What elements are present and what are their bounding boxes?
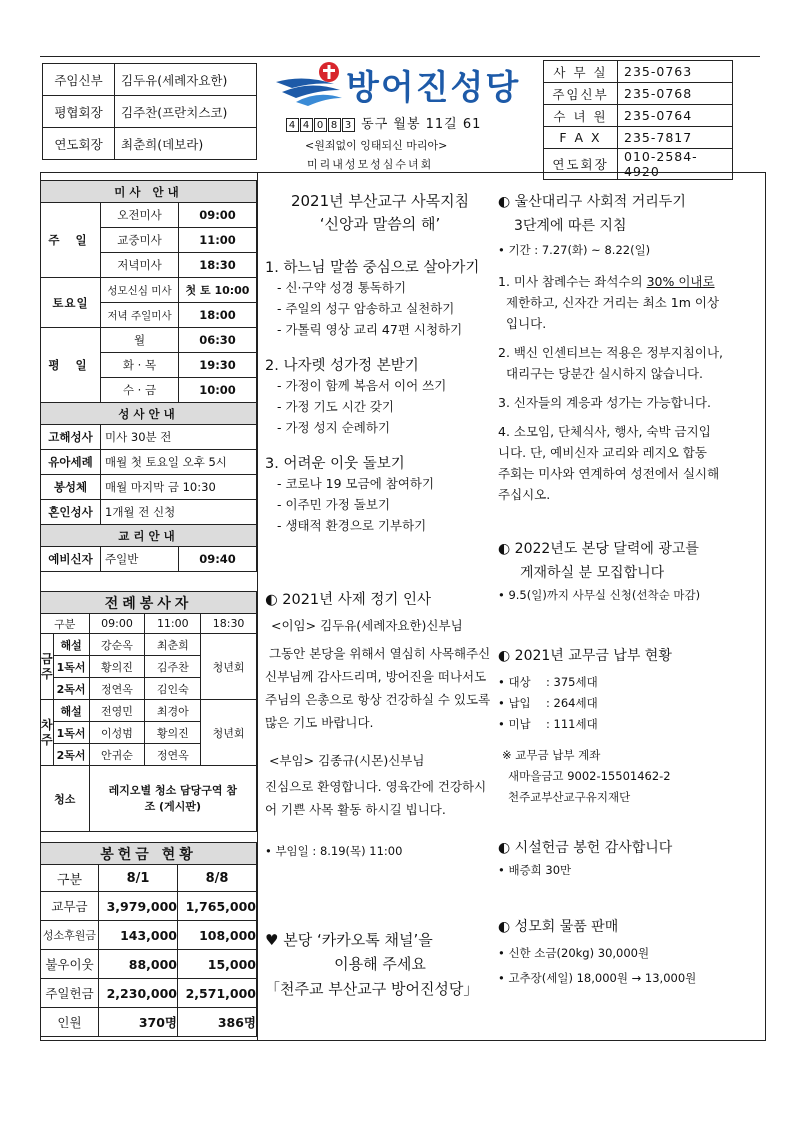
- clergy-key: 평협회장: [43, 96, 115, 128]
- liturgy-role: 1독서: [53, 656, 89, 678]
- liturgy-person: 황의진: [89, 656, 145, 678]
- mass-time: 09:00: [179, 203, 257, 228]
- top-rule: [40, 56, 760, 57]
- offering-name: 주일헌금: [41, 979, 99, 1008]
- mass-time: 10:00: [179, 378, 257, 403]
- greeting-line: 그동안 본당을 위해서 열심히 사목해주신: [269, 646, 491, 661]
- zip-digit: 8: [328, 118, 341, 132]
- offering-name: 불우이웃: [41, 950, 99, 979]
- offering-header: 8/1: [99, 865, 178, 892]
- contact-key: F A X: [544, 127, 618, 149]
- liturgy-youth: 청년회: [201, 700, 257, 766]
- sacrament-key: 봉성체: [41, 475, 101, 500]
- dues-key: • 납입: [498, 696, 531, 710]
- sacrament-key: 고해성사: [41, 425, 101, 450]
- liturgy-person: 최춘희: [145, 634, 201, 656]
- contact-key: 사 무 실: [544, 61, 618, 83]
- distancing-text: 2. 백신 인센티브는 적용은 정부지침이나,: [498, 345, 723, 360]
- motto: <원죄없이 잉태되신 마리아>: [305, 139, 448, 152]
- arrive-head: <부임> 김종규(시몬)신부님: [269, 753, 425, 768]
- contact-key: 주임신부: [544, 83, 618, 105]
- offering-amount: 2,230,000: [99, 979, 178, 1008]
- mass-time: 18:00: [179, 303, 257, 328]
- contact-key: 수 녀 원: [544, 105, 618, 127]
- dues-key: • 대상: [498, 675, 531, 689]
- greeting-line: 어 기쁜 사목 활동 하시길 빕니다.: [265, 802, 446, 817]
- mass-time: 19:30: [179, 353, 257, 378]
- catechism-class: 주일반: [101, 547, 179, 572]
- facility-item: • 배증희 30만: [498, 863, 572, 877]
- right-column: [498, 190, 760, 989]
- dues-row: [498, 693, 760, 714]
- distancing-text: 대리구는 당분간 실시하지 않습니다.: [506, 366, 704, 381]
- offering-amount: 15,000: [178, 950, 257, 979]
- pastoral-title: 2021년 부산교구 사목지침: [290, 192, 470, 210]
- sacrament-value: 매월 첫 토요일 오후 5시: [101, 450, 257, 475]
- offering-name: 성소후원금: [41, 921, 99, 950]
- liturgy-role: 1독서: [53, 722, 89, 744]
- dues-title: ◐ 2021년 교무금 납부 현황: [498, 648, 672, 664]
- liturgy-person: 최경아: [145, 700, 201, 722]
- clergy-value: 최춘희(데보라): [115, 128, 257, 160]
- saturday-label: 토요일: [41, 278, 101, 328]
- liturgy-person: 강순옥: [89, 634, 145, 656]
- church-name: 방어진성당: [346, 68, 521, 108]
- distancing-text: 주회는 미사와 연계하여 성전에서 실시해: [498, 466, 720, 481]
- this-week-label: 금주: [41, 634, 54, 700]
- address: [286, 113, 481, 132]
- calendar-ad-note: • 9.5(일)까지 사무실 신청(선착순 마감): [498, 588, 701, 602]
- dues-row: [498, 714, 760, 735]
- left-info-table: [40, 180, 257, 572]
- pastoral-section-head: 1. 하느님 말씀 중심으로 살아가기: [265, 260, 480, 276]
- pastoral-subtitle: ‘신앙과 말씀의 해’: [319, 215, 441, 233]
- liturgy-person: 김인숙: [145, 678, 201, 700]
- clergy-value: 김주찬(프란치스코): [115, 96, 257, 128]
- distancing-title: ◐ 울산대리구 사회적 거리두기: [498, 194, 686, 210]
- pastoral-item: - 가톨릭 영상 교리 47편 시청하기: [277, 322, 463, 337]
- mass-name: 성모신심 미사: [101, 278, 179, 303]
- liturgy-table: [40, 591, 257, 832]
- pastoral-item: - 가정 기도 시간 갖기: [277, 399, 395, 414]
- catechism-key: 예비신자: [41, 547, 101, 572]
- contact-key: 연도회장: [544, 149, 618, 180]
- pastoral-item: - 가정이 함께 복음서 이어 쓰기: [277, 378, 447, 393]
- offering-name: 인원: [41, 1008, 99, 1037]
- sacraments-title: 성사안내: [41, 403, 257, 425]
- contact-phone: 235-0763: [618, 61, 733, 83]
- greeting-line: 진심으로 환영합니다. 영육간에 건강하시: [265, 779, 487, 794]
- sale-item: • 고추장(세일) 18,000원 → 13,000원: [498, 971, 697, 985]
- contacts-table: [543, 60, 733, 180]
- pastoral-item: - 가정 성지 순례하기: [277, 420, 391, 435]
- liturgy-person: 정연옥: [89, 678, 145, 700]
- offering-amount: 88,000: [99, 950, 178, 979]
- cleaning-value: 레지오별 청소 담당구역 참조 (게시판): [89, 766, 256, 832]
- mass-name: 저녁미사: [101, 253, 179, 278]
- kakao-channel-name: 「천주교 부산교구 방어진성당」: [265, 980, 479, 998]
- pastoral-item: - 신·구약 성경 통독하기: [277, 280, 407, 295]
- clergy-value: 김두유(세례자요한): [115, 64, 257, 96]
- dues-value: : 375세대: [546, 675, 598, 689]
- weekday-label: 평 일: [41, 328, 101, 403]
- sale-item: • 신한 소금(20kg) 30,000원: [498, 946, 650, 960]
- contact-phone: 235-7817: [618, 127, 733, 149]
- distancing-item-1: [498, 271, 760, 292]
- sacrament-value: 미사 30분 전: [101, 425, 257, 450]
- catechism-title: 교리안내: [41, 525, 257, 547]
- liturgy-person: 이성범: [89, 722, 145, 744]
- column-divider: [257, 172, 258, 1041]
- dues-key: • 미납: [498, 717, 531, 731]
- mass-name: 오전미사: [101, 203, 179, 228]
- liturgy-role: 해설: [53, 634, 89, 656]
- mass-time: 06:30: [179, 328, 257, 353]
- liturgy-header: 18:30: [201, 614, 257, 634]
- distancing-emphasis: 30% 이내로: [646, 274, 715, 289]
- liturgy-person: 전영민: [89, 700, 145, 722]
- contact-phone: 010-2584-4920: [618, 149, 733, 180]
- leave-head: <이임> 김두유(세례자요한)신부님: [271, 618, 463, 633]
- dues-value: : 111세대: [546, 717, 598, 731]
- cleaning-label: 청소: [41, 766, 90, 832]
- liturgy-person: 정연옥: [145, 744, 201, 766]
- zip-digit: 3: [342, 118, 355, 132]
- clergy-table: [42, 63, 257, 160]
- liturgy-header: 구분: [41, 614, 90, 634]
- mass-name: 수 · 금: [101, 378, 179, 403]
- distancing-period: • 기간 : 7.27(화) ~ 8.22(일): [498, 243, 651, 257]
- zip-digit: 4: [300, 118, 313, 132]
- arrive-date: • 부임일 : 8.19(목) 11:00: [265, 844, 403, 858]
- calendar-ad-title: 게재하실 분 모집합니다: [520, 565, 665, 581]
- greeting-line: 신부님께 감사드리며, 방어진을 떠나서도: [265, 669, 487, 684]
- distancing-text: 1. 미사 참례수는 좌석수의: [498, 274, 647, 289]
- pastoral-item: - 코로나 19 모금에 참여하기: [277, 476, 435, 491]
- liturgy-role: 2독서: [53, 744, 89, 766]
- zip-digit: 4: [286, 118, 299, 132]
- kakao-line: ♥ 본당 ‘카카오톡 채널’을: [265, 931, 433, 949]
- account-number: 새마을금고 9002-15501462-2: [508, 769, 671, 783]
- offering-amount: 1,765,000: [178, 892, 257, 921]
- sacrament-key: 유아세례: [41, 450, 101, 475]
- offering-table: [40, 842, 257, 1037]
- next-week-label: 차주: [41, 700, 54, 766]
- mass-time: 11:00: [179, 228, 257, 253]
- offering-amount: 2,571,000: [178, 979, 257, 1008]
- distancing-text: 제한하고, 신자간 거리는 최소 1m 이상: [506, 295, 720, 310]
- distancing-text: 입니다.: [506, 316, 547, 331]
- mass-name: 화 · 목: [101, 353, 179, 378]
- pastoral-section-head: 3. 어려운 이웃 돌보기: [265, 456, 405, 472]
- account-head: ※ 교무금 납부 계좌: [502, 748, 601, 762]
- middle-column: [265, 190, 495, 1002]
- distancing-text: 3. 신자들의 계응과 성가는 가능합니다.: [498, 395, 711, 410]
- catechism-time: 09:40: [179, 547, 257, 572]
- liturgy-person: 김주찬: [145, 656, 201, 678]
- offering-amount: 143,000: [99, 921, 178, 950]
- facility-title: ◐ 시설헌금 봉헌 감사합니다: [498, 840, 673, 856]
- distancing-text: 주십시오.: [498, 487, 551, 502]
- offering-header: 구분: [41, 865, 99, 892]
- clergy-key: 연도회장: [43, 128, 115, 160]
- sale-title: ◐ 성모회 물품 판매: [498, 919, 619, 935]
- mass-title: 미사 안내: [41, 181, 257, 203]
- mass-name: 저녁 주일미사: [101, 303, 179, 328]
- community-name: 미리내성모성심수녀회: [307, 158, 434, 171]
- mass-name: 교중미사: [101, 228, 179, 253]
- sunday-label: 주 일: [41, 203, 101, 278]
- zip-digit: 0: [314, 118, 327, 132]
- clergy-key: 주임신부: [43, 64, 115, 96]
- mass-time: 18:30: [179, 253, 257, 278]
- distancing-text: 니다. 단, 예비신자 교리와 레지오 합동: [498, 445, 707, 460]
- greeting-line: 많은 기도 바랍니다.: [265, 715, 374, 730]
- pastoral-item: - 생태적 환경으로 기부하기: [277, 518, 427, 533]
- offering-amount: 370명: [99, 1008, 178, 1037]
- greeting-line: 주님의 은총으로 항상 건강하실 수 있도록: [265, 692, 491, 707]
- pastoral-item: - 이주민 가정 돌보기: [277, 497, 391, 512]
- contact-phone: 235-0764: [618, 105, 733, 127]
- liturgy-youth: 청년회: [201, 634, 257, 700]
- liturgy-role: 해설: [53, 700, 89, 722]
- dues-row: [498, 672, 760, 693]
- offering-name: 교무금: [41, 892, 99, 921]
- offering-header: 8/8: [178, 865, 257, 892]
- liturgy-person: 안귀순: [89, 744, 145, 766]
- liturgy-title: 전례봉사자: [41, 592, 257, 614]
- distancing-text: 4. 소모임, 단체식사, 행사, 숙박 금지입: [498, 424, 711, 439]
- liturgy-header: 09:00: [89, 614, 145, 634]
- kakao-line: 이용해 주세요: [334, 955, 426, 973]
- offering-amount: 386명: [178, 1008, 257, 1037]
- distancing-title: 3단계에 따른 지침: [514, 218, 627, 234]
- liturgy-header: 11:00: [145, 614, 201, 634]
- offering-title: 봉헌금 현황: [41, 843, 257, 865]
- offering-amount: 3,979,000: [99, 892, 178, 921]
- mass-name: 월: [101, 328, 179, 353]
- priest-greeting-title: ◐ 2021년 사제 정기 인사: [265, 592, 432, 608]
- street-address: 동구 월봉 11길 61: [361, 117, 482, 132]
- sacrament-key: 혼인성사: [41, 500, 101, 525]
- sacrament-value: 매월 마지막 금 10:30: [101, 475, 257, 500]
- offering-amount: 108,000: [178, 921, 257, 950]
- account-owner: 천주교부산교구유지재단: [508, 790, 631, 804]
- sacrament-value: 1개월 전 신청: [101, 500, 257, 525]
- calendar-ad-title: ◐ 2022년도 본당 달력에 광고를: [498, 541, 699, 557]
- liturgy-role: 2독서: [53, 678, 89, 700]
- pastoral-item: - 주일의 성구 암송하고 실천하기: [277, 301, 455, 316]
- pastoral-section-head: 2. 나자렛 성가정 본받기: [265, 358, 419, 374]
- contact-phone: 235-0768: [618, 83, 733, 105]
- mass-time: 첫 토 10:00: [179, 278, 257, 303]
- liturgy-person: 황의진: [145, 722, 201, 744]
- dues-value: : 264세대: [546, 696, 598, 710]
